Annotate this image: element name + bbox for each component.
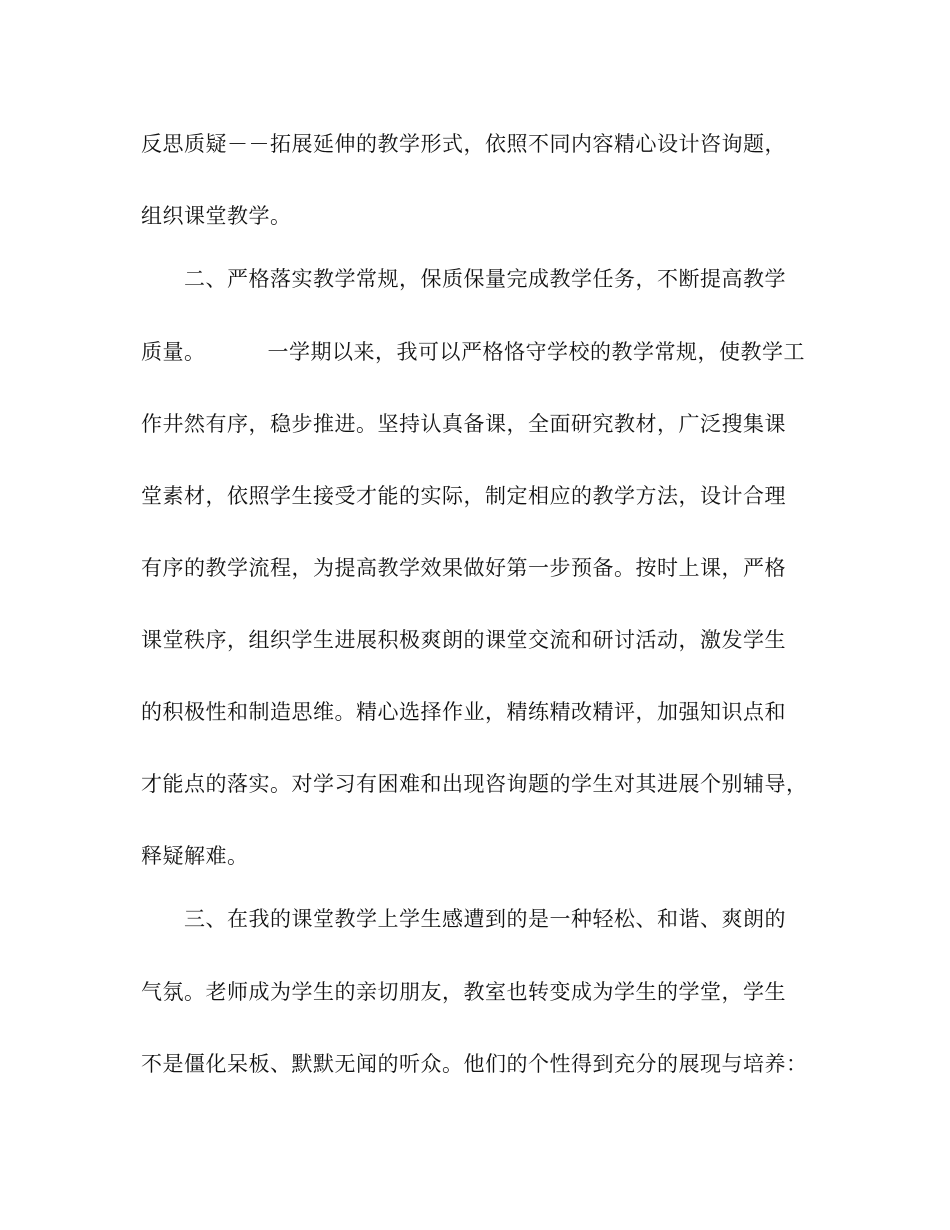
text-line: 不是僵化呆板、默默无闻的听众。他们的个性得到充分的展现与培养： — [141, 1052, 808, 1076]
text-line: 组织课堂教学。 — [141, 204, 292, 228]
text-line: 释疑解难。 — [141, 844, 249, 868]
text-line: 气氛。老师成为学生的亲切朋友，教室也转变成为学生的学堂，学生 — [141, 980, 786, 1004]
section-heading: 二、严格落实教学常规，保质保量完成教学任务，不断提高教学 — [184, 267, 786, 291]
text-line: 的积极性和制造思维。精心选择作业，精练精改精评，加强知识点和 — [141, 700, 786, 724]
text-line: 才能点的落实。对学习有困难和出现咨询题的学生对其进展个别辅导， — [141, 772, 808, 796]
text-line: 反思质疑－－拓展延伸的教学形式，依照不同内容精心设计咨询题， — [141, 132, 786, 156]
text-line: 作井然有序，稳步推进。坚持认真备课，全面研究教材，广泛搜集课 — [141, 412, 786, 436]
text-line — [141, 337, 805, 367]
section-heading: 三、在我的课堂教学上学生感遭到的是一种轻松、和谐、爽朗的 — [184, 907, 786, 931]
text-line: 课堂秩序，组织学生进展积极爽朗的课堂交流和研讨活动，激发学生 — [141, 628, 786, 652]
text-line: 堂素材，依照学生接受才能的实际，制定相应的教学方法，设计合理 — [141, 484, 786, 508]
text-segment: 一学期以来，我可以严格恪守学校的教学常规，使教学工 — [267, 340, 805, 364]
text-segment: 质量。 — [141, 340, 206, 364]
text-line: 有序的教学流程，为提高教学效果做好第一步预备。按时上课，严格 — [141, 556, 786, 580]
